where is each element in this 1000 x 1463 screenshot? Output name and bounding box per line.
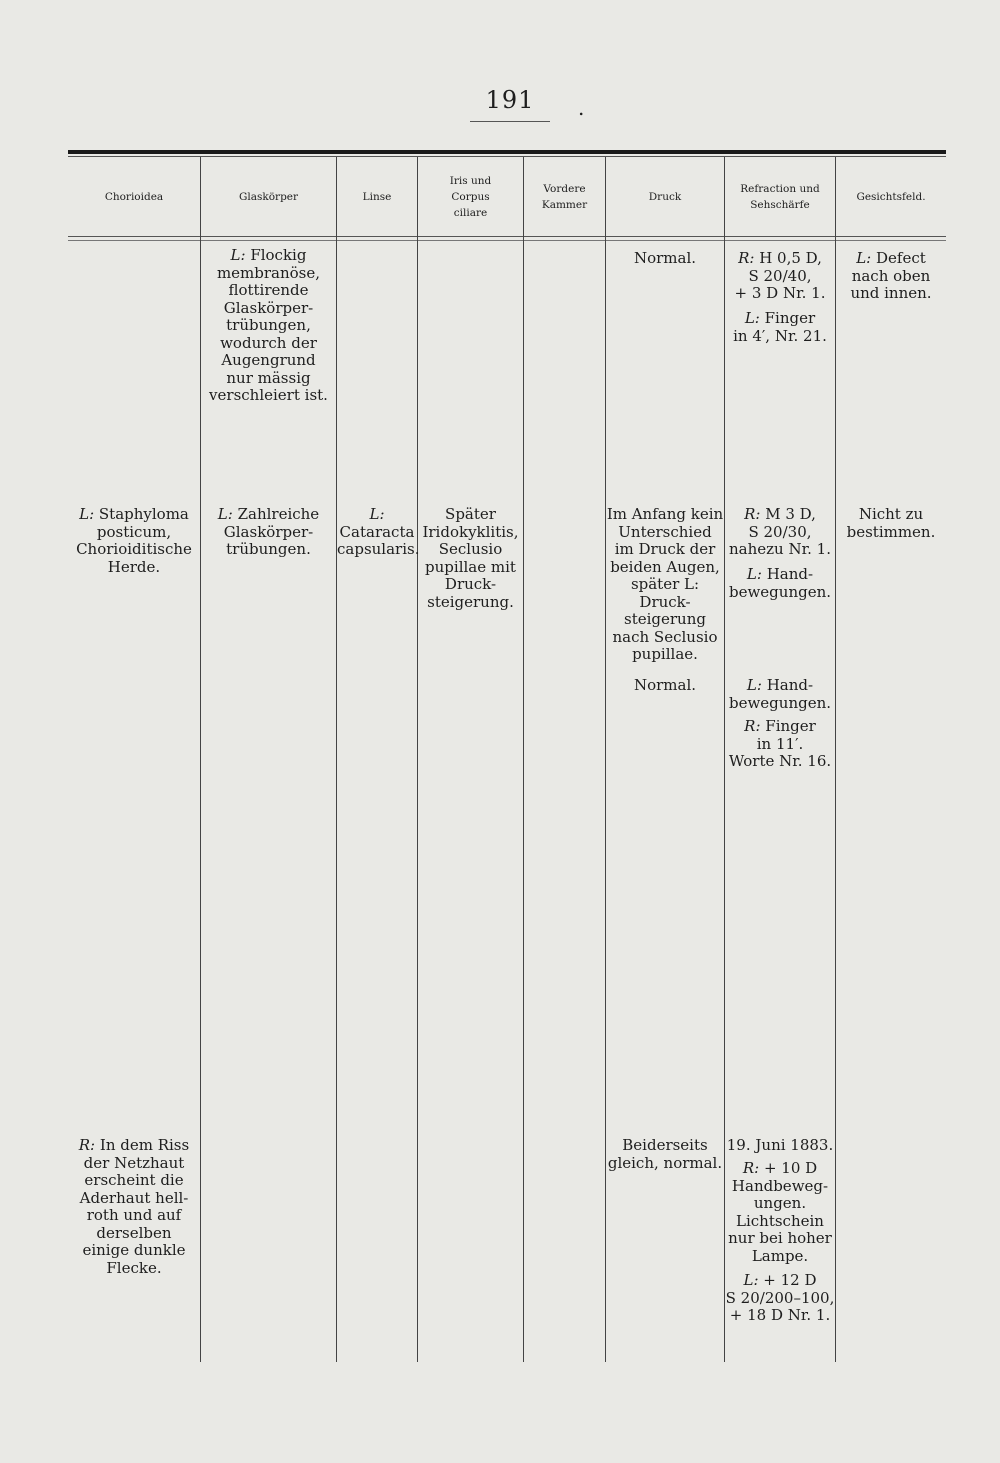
r2-linse: L: Cataracta capsularis. [337,505,420,558]
page-number: 191 [485,86,535,114]
r2-druck: Im Anfang kein Unterschied im Druck der beiden Augen, später L: Druck- steigerung nach Seclusio pupillae. [606,505,724,663]
dot: . [578,96,585,120]
bleed-through-decoration [528,250,604,380]
r1-druck: Normal. [633,249,697,267]
column-divider [523,157,524,1362]
r3-refraction-b: R: Finger in 11′. Worte Nr. 16. [728,717,832,770]
column-divider [605,157,606,1362]
header-refraction: Refraction und Sehschärfe [740,183,820,211]
r4-chorioidea: R: In dem Riss der Netzhaut erscheint die Aderhaut hell- roth und auf derselben einige dunkle Flecke. [78,1136,190,1277]
r1-refraction-a: R: H 0,5 D, S 20/40, + 3 D Nr. 1. [734,249,826,302]
r2-chorioidea: L: Staphyloma posticum, Chorioiditische Herde. [76,505,192,576]
header-iris: Iris und Corpus ciliare [449,175,492,219]
r4-druck: Beiderseits gleich, normal. [607,1136,723,1172]
r4-refraction-a: R: + 10 D Handbeweg- ungen. Lichtschein nur bei hoher Lampe. [728,1159,832,1265]
r1-refraction-b: L: Finger in 4′, Nr. 21. [733,309,827,345]
r4-refraction-b: L: + 12 D S 20/200–100, + 18 D Nr. 1. [725,1271,835,1324]
header-gesichtsfeld: Gesichtsfeld. [856,191,926,203]
header-vordere-kammer: Vordere Kammer [541,183,588,211]
header-glaskoerper: Glaskörper [238,191,299,203]
top-rule [68,150,946,154]
r1-gesichtsfeld: L: Defect nach oben und innen. [850,249,932,302]
header-linse: Linse [362,191,392,203]
r3-druck: Normal. [633,676,697,694]
column-divider [417,157,418,1362]
r3-refraction-a: L: Hand- bewegungen. [728,676,832,712]
r2-refraction-b: L: Hand- bewegungen. [728,565,832,601]
page-number-rule [470,121,550,122]
column-divider [835,157,836,1362]
r1-glaskoerper: L: Flockig membranöse, flottirende Glaskörper- trübungen, wodurch der Augengrund nur mässig verschleiert ist. [209,246,328,404]
column-divider [336,157,337,1362]
r2-iris: Später Iridokyklitis, Seclusio pupillae mit Druck- steigerung. [422,505,519,611]
header-chorioidea: Chorioidea [104,191,164,203]
r4-refraction-date: 19. Juni 1883. [726,1136,834,1154]
header-druck: Druck [648,191,682,203]
r2-gesichtsfeld: Nicht zu bestimmen. [846,505,936,541]
r2-glaskoerper: L: Zahlreiche Glaskörper- trübungen. [217,505,320,558]
r2-refraction-a: R: M 3 D, S 20/30, nahezu Nr. 1. [729,505,831,558]
